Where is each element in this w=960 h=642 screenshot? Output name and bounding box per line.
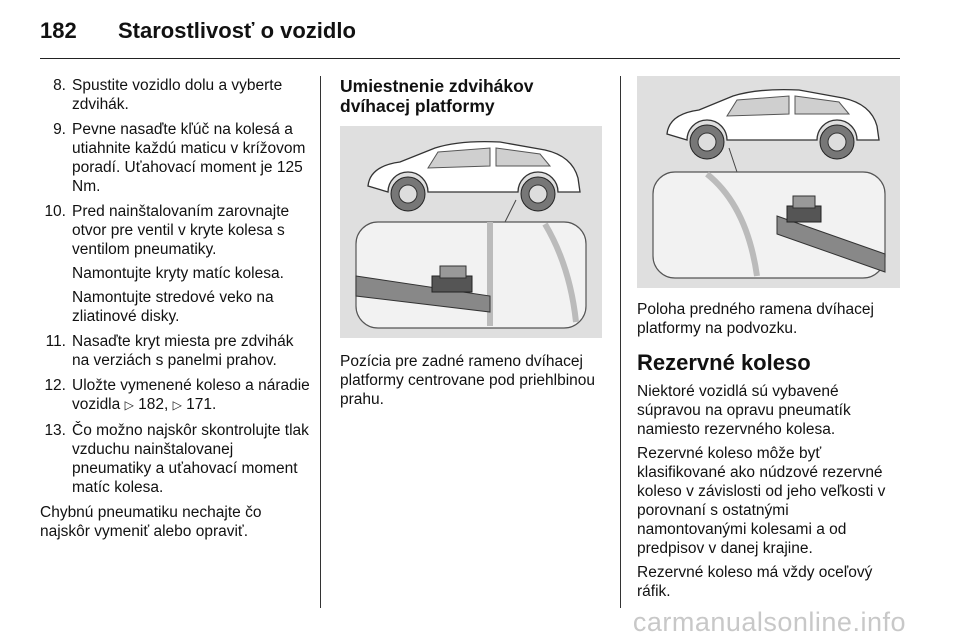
list-item: [40, 76, 310, 114]
page-number: 182: [40, 18, 77, 43]
step-number: 8.: [53, 77, 66, 94]
column-divider: [620, 76, 621, 608]
column-lift-points: [340, 76, 605, 414]
step-text: Pred nainštalovaním zarovnajte otvor pre ventil v kryte kolesa s ventilom pneumatiky.: [72, 203, 290, 258]
paragraph: Rezervné koleso môže byť klasifikované ako núdzové rezervné koleso v závislosti od jeho veľkosti v porovnaní s ostatnými namontovanými kolesami a od predpisov v danej krajine.: [637, 445, 886, 557]
triangle-arrow-right-icon: ▷: [172, 398, 182, 412]
list-item: [40, 421, 310, 497]
list-item: [40, 332, 310, 370]
page-reference-link[interactable]: 182,: [138, 396, 169, 413]
list-item: [40, 202, 310, 326]
list-item: [40, 120, 310, 196]
step-sub-text: Namontujte stredové veko na zliatinové disky.: [72, 289, 274, 325]
step-body: [72, 376, 310, 415]
closing-paragraph: Chybnú pneumatiku nechajte čo najskôr vymeniť alebo opraviť.: [40, 504, 262, 540]
step-text: Čo možno najskôr skontrolujte tlak vzduchu nainštalovanej pneumatiky a uťahovací moment matíc kolesa.: [72, 422, 309, 496]
step-number: 11.: [45, 333, 66, 350]
header-rule: [40, 58, 900, 59]
column-instructions: [40, 76, 310, 546]
page-reference-link[interactable]: 171.: [186, 396, 217, 413]
step-text: Nasaďte kryt miesta pre zdvihák na verziách s panelmi prahov.: [72, 333, 294, 369]
step-body: [72, 202, 310, 326]
step-sub-text: Namontujte kryty matíc kolesa.: [72, 265, 284, 282]
step-text: Spustite vozidlo dolu a vyberte zdvihák.: [72, 77, 283, 113]
list-item: [40, 376, 310, 415]
section-subheading: Umiestnenie zdvihákov dvíhacej platformy: [340, 76, 534, 116]
watermark: carmanualsonline.info: [632, 607, 906, 637]
step-list: [40, 76, 310, 497]
column-spare-wheel: [637, 300, 902, 606]
step-number: 9.: [53, 121, 66, 138]
figure-caption: Poloha predného ramena dvíhacej platformy na podvozku.: [637, 301, 874, 337]
step-text: Pevne nasaďte kľúč na kolesá a utiahnite každú maticu v krížovom poradí. Uťahovací moment je 125 Nm.: [72, 121, 306, 195]
step-number: 13.: [44, 422, 66, 439]
step-number: 12.: [44, 377, 66, 394]
page-title: Starostlivosť o vozidlo: [118, 18, 356, 43]
section-heading: Rezervné koleso: [637, 350, 811, 375]
step-text: Uložte vymenené koleso a náradie vozidla: [72, 377, 310, 413]
car-rear-lift-point-illustration: [340, 126, 602, 338]
page-header: [40, 18, 356, 44]
triangle-arrow-right-icon: ▷: [124, 398, 134, 412]
paragraph: Niektoré vozidlá sú vybavené súpravou na opravu pneumatík namiesto rezervného kolesa.: [637, 383, 851, 438]
paragraph: Rezervné koleso má vždy oceľový ráfik.: [637, 564, 873, 600]
column-divider: [320, 76, 321, 608]
step-number: 10.: [44, 203, 66, 220]
car-front-lift-point-illustration: [637, 76, 900, 288]
figure-caption: Pozícia pre zadné rameno dvíhacej platformy centrovane pod priehlbinou prahu.: [340, 353, 596, 408]
